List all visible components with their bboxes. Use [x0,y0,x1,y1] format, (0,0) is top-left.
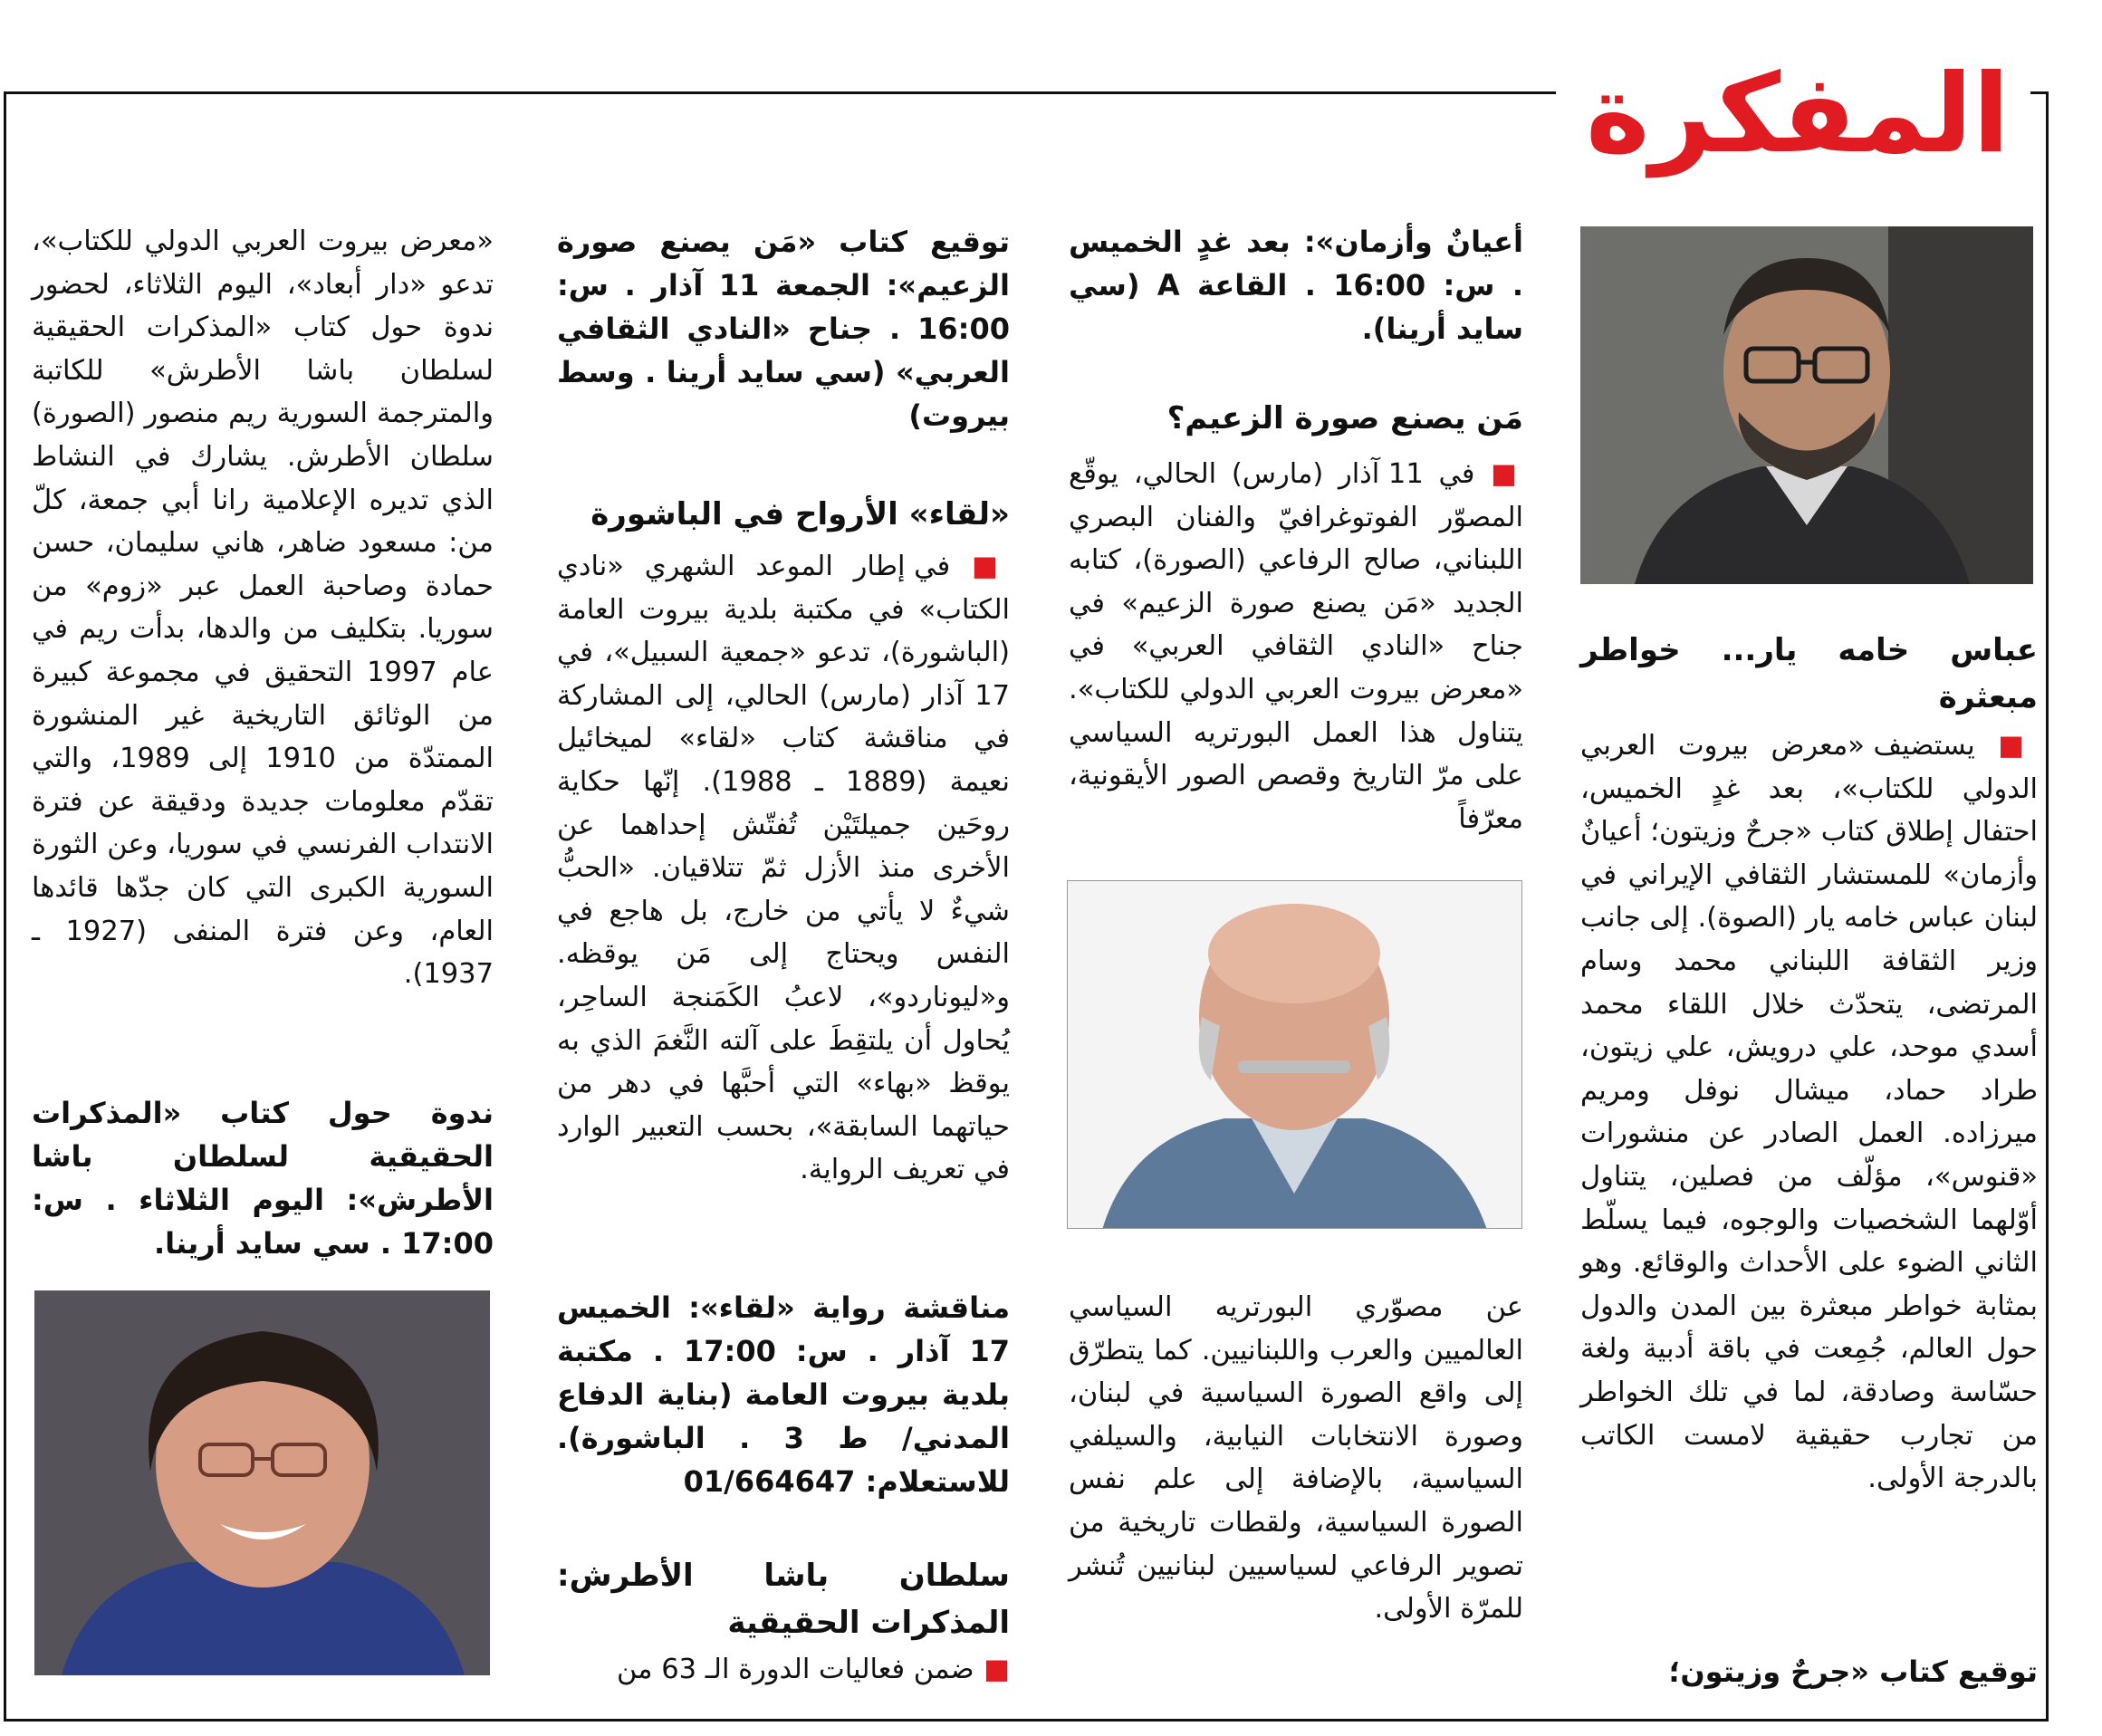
event-atrash: ندوة حول كتاب «المذكرات الحقيقية لسلطان باشا الأطرش»: اليوم الثلاثاء . س: 17:00 . سي سايد أرينا. [32,1096,494,1261]
event-leader-image: توقيع كتاب «مَن يصنع صورة الزعيم»: الجمعة 11 آذار . س: 16:00 . جناح «النادي الثقافي العربي» (سي سايد أرينا . وسط بيروت) [557,225,1011,433]
signing-khamehyar: توقيع كتاب «جرحٌ وزيتون؛ [1668,1654,2038,1689]
portrait-woman-icon [34,1290,490,1675]
article-atrash-cont: «معرض بيروت العربي الدولي للكتاب»، تدعو «دار أبعاد»، اليوم الثلاثاء، لحضور ندوة حول كتاب «المذكرات الحقيقية لسلطان باشا الأطرش» للكاتبة والمترجمة السورية ريم منصور (الصورة) سلطان الأطرش. يشارك في النشاط الذي تديره الإعلامية رانا أبي جمعة، كلّ من: مسعود ضاهر، هاني سليمان، حسن حمادة وصاحبة العمل عبر «زوم» من سوريا. بتكليف من والدها، بدأت ريم في عام 1997 التحقيق في مجموعة كبيرة من الوثائق التاريخية غير المنشورة الممتدّة من 1910 إلى 1989، والتي تقدّم معلومات جديدة ودقيقة عن فترة الانتداب الفرنسي في سوريا، وعن الثورة السورية الكبرى التي كان جدّها قائدها العام، وعن فترة المنفى (1927 ـ 1937). [32,225,494,991]
heading-khamehyar: عباس خامه يار... خواطر مبعثرة [1580,632,2038,715]
photo-saleh-rifai [1067,880,1522,1229]
event-khamehyar: أعيانٌ وأزمان»: بعد غدٍ الخميس . س: 16:00 . القاعة A (سي سايد أرينا). [1069,225,1523,346]
article-leader-image-cont: عن مصوّري البورتريه السياسي العالميين والعرب واللبنانيين. كما يتطرّق إلى واقع الصورة السياسية في لبنان، وصورة الانتخابات النيابية، والسيلفي السياسية، بالإضافة إلى علم نفس الصورة السياسية، ولقطات تاريخية من تصوير الرفاعي لسياسيين لبنانيين تُنشر للمرّة الأولى. [1069,1291,1523,1626]
event-liqaa: مناقشة رواية «لقاء»: الخميس 17 آذار . س: 17:00 . مكتبة بلدية بيروت العامة (بناية الدفاع المدني/ ط 3 . الباشورة). للاستعلام: 01/664647 [557,1290,1011,1499]
red-square-bullet-icon: ■ [974,1654,1010,1685]
photo-reem-mansour [34,1290,490,1675]
photo-abbas-khamehyar [1580,226,2033,584]
masthead-title: المفكرة [1585,52,2011,177]
red-square-bullet-icon: ■ [1974,730,2038,762]
article-leader-image [1069,453,1523,840]
heading-atrash: سلطان باشا الأطرش: المذكرات الحقيقية [557,1558,1010,1641]
red-square-bullet-icon: ■ [1474,458,1524,490]
article-khamehyar [1580,724,2038,1501]
heading-liqaa: «لقاء» الأرواح في الباشورة [590,496,1010,532]
article-atrash [557,1648,1010,1692]
red-square-bullet-icon: ■ [950,551,1010,582]
article-khamehyar-text: يستضيف «معرض بيروت العربي الدولي للكتاب»، بعد غدٍ الخميس، احتفال إطلاق كتاب «جرحٌ وزيتون؛ أعيانٌ وأزمان» للمستشار الثقافي الإيراني في لبنان عباس خامه يار (الصوة). إلى جانب وزير الثقافة اللبناني محمد وسام المرتضى، يتحدّث خلال اللقاء محمد أسدي موحد، علي درويش، علي زيتون، طراد حماد، ميشال نوفل ومريم ميرزاده. العمل الصادر عن منشورات «قنوس»، مؤلّف من فصلين، يتناول أوّلهما الشخصيات والوجوه، فيما يسلّط الثاني الضوء على الأحداث والوقائع. وهو بمثابة خواطر مبعثرة بين المدن والدول حول العالم، جُمِعت في باقة أدبية ولغة حسّاسة وصادقة، لما في تلك الخواطر من تجارب حقيقية لامست الكاتب بالدرجة الأولى. [1580,730,2038,1495]
article-liqaa-text: في إطار الموعد الشهري «نادي الكتاب» في مكتبة بلدية بيروت العامة (الباشورة)، تدعو «جمعية السبيل»، في 17 آذار (مارس) الحالي، إلى المشاركة في مناقشة كتاب «لقاء» لميخائيل نعيمة (1889 ـ 1988). إنّها حكاية روحَين جميلتَيْن تُفتّش إحداهما عن الأخرى منذ الأزل ثمّ تتلاقيان. «الحبُّ شيءٌ لا يأتي من خارج، بل هاجع في النفس ويحتاج إلى مَن يوقظه. و«ليوناردو»، لاعبُ الكَمَنجة الساحِر، يُحاول أن يلتقِطَ على آلته النَّغمَ الذي به يوقظ «بهاء» التي أحبَّها في دهر من حياتهما السابقة»، بحسب التعبير الوارد في تعريف الرواية. [557,551,1010,1186]
heading-leader-image: مَن يصنع صورة الزعيم؟ [1166,400,1523,436]
article-liqaa [557,545,1010,1192]
article-leader-image-text: في 11 آذار (مارس) الحالي، يوقّع المصوّر الفوتوغرافيّ والفنان البصري اللبناني، صالح الرفاعي (الصورة)، كتابه الجديد «مَن يصنع صورة الزعيم» في جناح «النادي الثقافي العربي» في «معرض بيروت العربي الدولي للكتاب». يتناول هذا العمل البورتريه السياسي على مرّ التاريخ وقصص الصور الأيقونية، معرّفاً [1069,458,1523,835]
portrait-man-glasses-icon [1580,226,2033,584]
article-atrash-text: ضمن فعاليات الدورة الـ 63 من [616,1654,974,1685]
portrait-bald-man-icon [1067,881,1521,1229]
